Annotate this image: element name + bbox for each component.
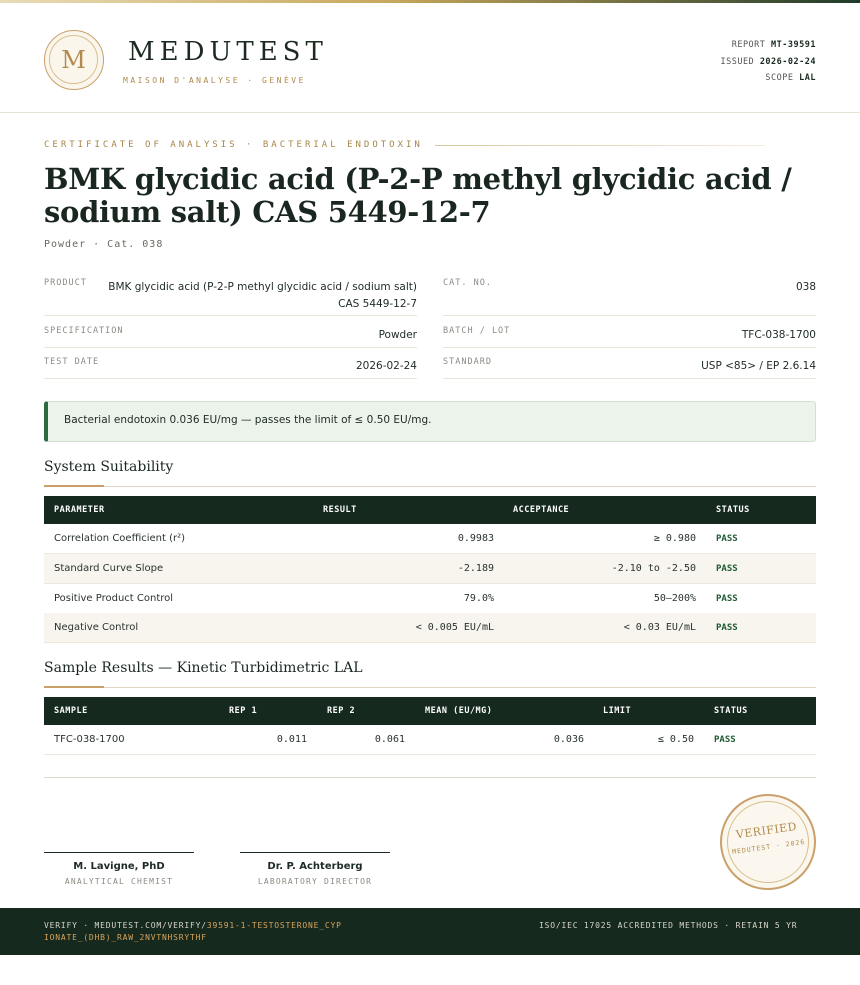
scope-label: SCOPE (765, 73, 794, 83)
section-rule (44, 486, 816, 487)
col-limit: LIMIT (603, 706, 632, 716)
verified-stamp (714, 788, 822, 896)
signatory-name: Dr. P. Achterberg (267, 861, 363, 872)
section-rule (44, 687, 816, 688)
field-value (108, 279, 417, 313)
report-number: MT-39591 (771, 40, 816, 50)
field-value: 2026-02-24 (355, 360, 417, 372)
cell-acceptance: < 0.03 EU/mL (623, 622, 696, 633)
cell-rep1: 0.011 (276, 734, 307, 745)
accreditation-note: ISO/IEC 17025 ACCREDITED METHODS · RETAIN 5 YR (539, 921, 798, 930)
stamp-text: VERIFIED (735, 819, 798, 842)
field-label: STANDARD (443, 357, 492, 367)
signature-line (44, 852, 194, 853)
col-status: STATUS (716, 505, 750, 515)
logo-seal (44, 30, 104, 90)
product-subtitle: Powder · Cat. 038 (44, 239, 164, 250)
field-value: USP <85> / EP 2.6.14 (701, 360, 816, 372)
cell-rep2: 0.061 (374, 734, 405, 745)
cell-parameter: Positive Product Control (54, 593, 174, 604)
signatory-role: LABORATORY DIRECTOR (257, 877, 373, 886)
status-badge: PASS (716, 623, 738, 633)
verify-code: 39591-1-TESTOSTERONE_CYPIONATE_(DHB)_RAW_2NVTNHSRYTHF (44, 921, 342, 942)
field-label: CAT. NO. (443, 278, 492, 288)
product-title: BMK glycidic acid (P-2-P methyl glycidic acid / sodium salt) CAS 5449-12-7 (44, 162, 792, 229)
col-parameter: PARAMETER (54, 505, 105, 515)
report-header (0, 3, 860, 113)
field-value: TFC-038-1700 (741, 329, 816, 341)
brand-name: MEDUTEST (128, 37, 328, 67)
product-value-line2: CAS 5449-12-7 (338, 298, 417, 310)
field-batch (443, 326, 816, 348)
field-test-date (44, 357, 417, 379)
field-product (44, 278, 417, 316)
cell-mean: 0.036 (553, 734, 584, 745)
status-badge: PASS (716, 564, 738, 574)
cell-result: < 0.005 EU/mL (415, 622, 494, 633)
cell-result: -2.189 (457, 563, 494, 574)
brand-tagline: MAISON D'ANALYSE · GENÈVE (123, 76, 306, 85)
cell-result: 0.9983 (457, 533, 494, 544)
certificate-eyebrow (44, 138, 816, 152)
field-label: PRODUCT (44, 278, 87, 288)
cell-acceptance: ≥ 0.980 (653, 533, 696, 544)
cell-parameter: Correlation Coefficient (r²) (54, 533, 186, 544)
cell-acceptance: 50–200% (653, 593, 696, 604)
cell-sample: TFC-038-1700 (54, 734, 125, 745)
field-value: 038 (795, 281, 816, 293)
report-footer (0, 908, 860, 955)
status-badge: PASS (716, 534, 738, 544)
report-label: REPORT (731, 40, 766, 50)
table-row (44, 725, 816, 755)
signature-analyst (44, 852, 194, 886)
table-row (44, 613, 816, 643)
col-rep2: REP 2 (327, 706, 356, 716)
field-cat-no (443, 278, 816, 316)
cell-parameter: Negative Control (54, 622, 139, 633)
issued-date: 2026-02-24 (759, 56, 816, 67)
field-value: Powder (378, 329, 417, 341)
scope-value: LAL (799, 73, 816, 83)
field-label: SPECIFICATION (44, 326, 124, 336)
samples-table-header (44, 697, 816, 725)
section-title-samples: Sample Results — Kinetic Turbidimetric LAL (44, 660, 363, 676)
signature-line (240, 852, 390, 853)
table-row (44, 524, 816, 554)
eyebrow-rule (435, 145, 765, 146)
status-badge: PASS (714, 735, 736, 745)
col-status: STATUS (714, 706, 748, 716)
suitability-table-header (44, 496, 816, 524)
col-mean: MEAN (EU/MG) (425, 706, 493, 716)
product-value-line1: BMK glycidic acid (P-2-P methyl glycidic acid / sodium salt) (108, 281, 417, 293)
report-meta (720, 37, 816, 87)
col-rep1: REP 1 (229, 706, 258, 716)
issued-label: ISSUED (720, 56, 755, 67)
field-label: TEST DATE (44, 357, 100, 367)
field-specification (44, 326, 417, 348)
cell-limit: ≤ 0.50 (657, 734, 694, 745)
result-banner (44, 401, 816, 442)
verify-link[interactable] (44, 920, 344, 944)
result-banner-text: Bacterial endotoxin 0.036 EU/mg — passes the limit of ≤ 0.50 EU/mg. (64, 414, 432, 426)
section-title-suitability: System Suitability (44, 459, 174, 475)
field-label: BATCH / LOT (443, 326, 511, 336)
col-sample: SAMPLE (54, 706, 88, 716)
signature-divider (44, 777, 816, 778)
eyebrow-text: CERTIFICATE OF ANALYSIS · BACTERIAL ENDOTOXIN (44, 140, 423, 150)
col-result: RESULT (323, 505, 357, 515)
table-row (44, 554, 816, 584)
table-row (44, 584, 816, 614)
field-standard (443, 357, 816, 379)
cell-result: 79.0% (463, 593, 494, 604)
cell-parameter: Standard Curve Slope (54, 563, 164, 574)
verify-prefix: VERIFY · MEDUTEST.COM/VERIFY/ (44, 921, 207, 930)
signatory-name: M. Lavigne, PhD (73, 861, 165, 872)
signatory-role: ANALYTICAL CHEMIST (64, 877, 174, 886)
signature-director (240, 852, 390, 886)
logo-monogram: M (49, 35, 98, 84)
status-badge: PASS (716, 594, 738, 604)
stamp-subtext: MEDUTEST · 2026 (731, 837, 806, 857)
cell-acceptance: -2.10 to -2.50 (611, 563, 696, 574)
col-acceptance: ACCEPTANCE (513, 505, 570, 515)
